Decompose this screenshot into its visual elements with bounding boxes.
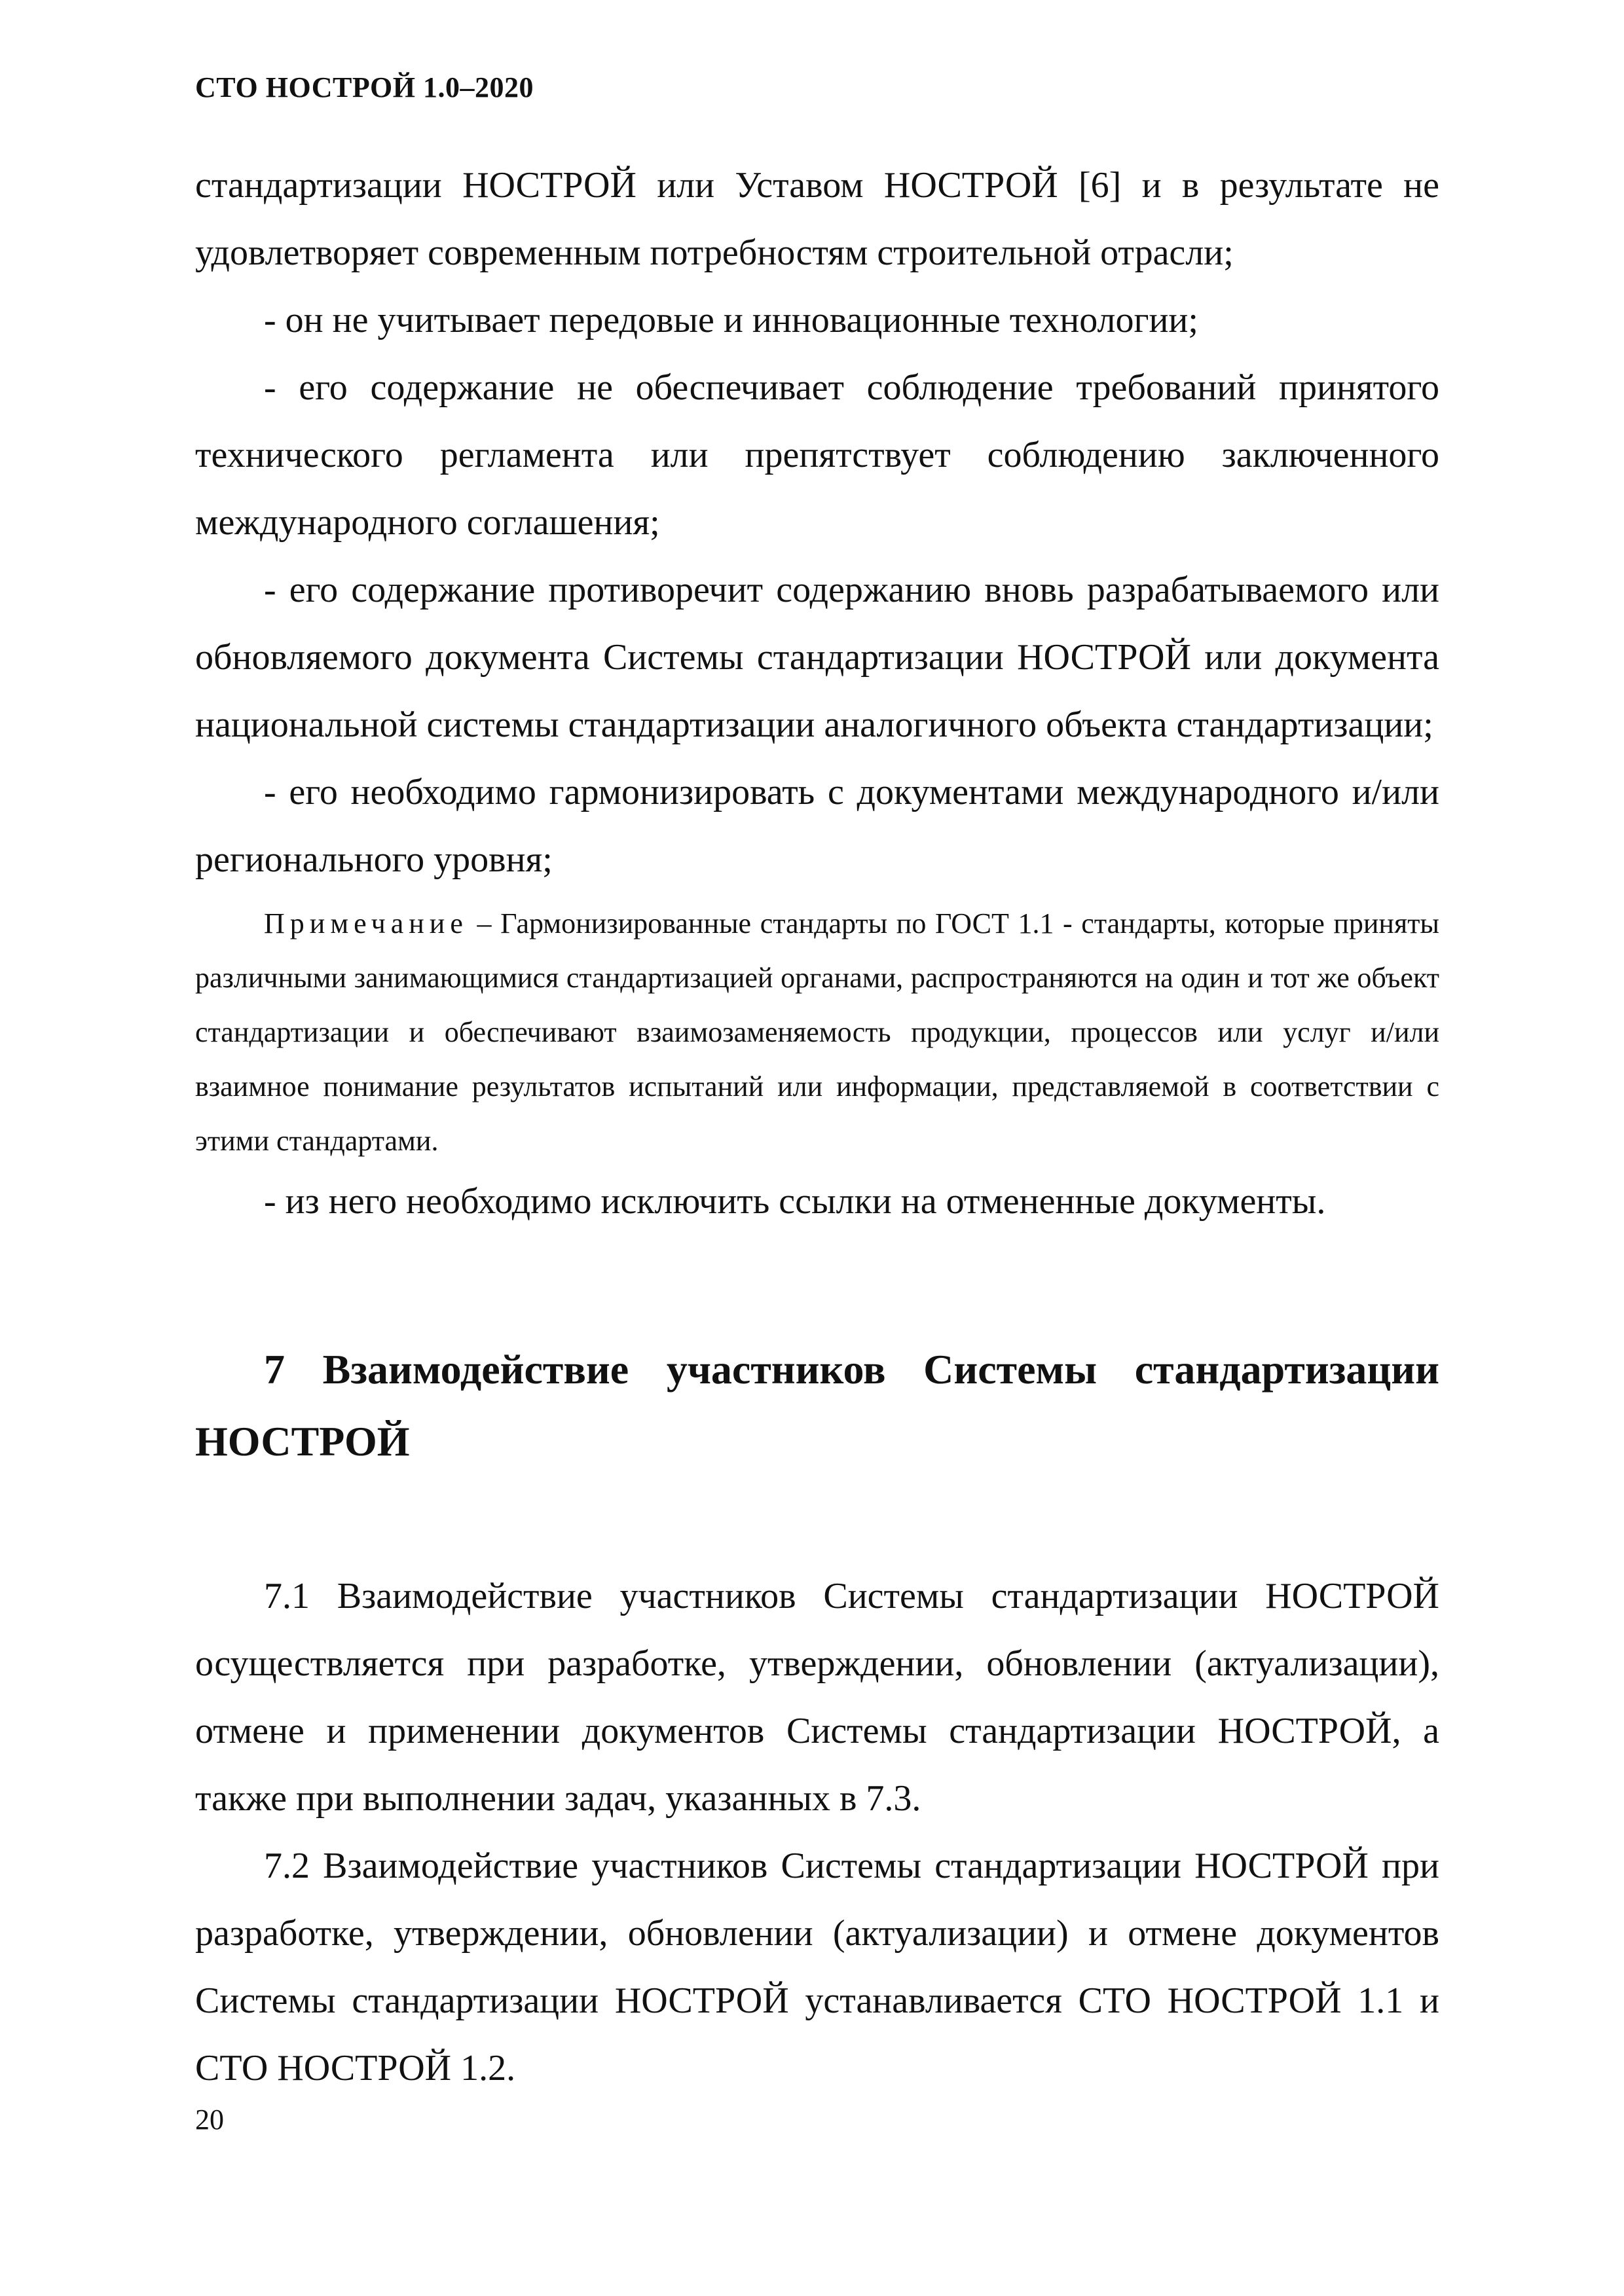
note-text: – Гармонизированные стандарты по ГОСТ 1.1 - стандарты, которые приняты различными занимающимися стандартизацией органами, распространяются на один и тот же объект стандартизации и обеспечивают взаимозаменяемость продукции, процессов или услуг и/или взаимное понимание результатов испытаний или информации, представляемой в соответствии с этими стандартами. [195, 907, 1439, 1157]
list-item: - его необходимо гармонизировать с документами международного и/или регионального уровня; [195, 772, 1439, 880]
page-number: 20 [195, 2104, 224, 2136]
section-item: 7.1 Взаимодействие участников Системы стандартизации НОСТРОЙ осуществляется при разработке, утверждении, обновлении (актуализации), отмене и применении документов Системы стандартизации НОСТРОЙ, а также при выполнении задач, указанных в 7.3. [195, 1576, 1439, 1819]
section-heading: 7 Взаимодействие участников Системы стандартизации НОСТРОЙ [195, 1346, 1439, 1465]
section-item: 7.2 Взаимодействие участников Системы стандартизации НОСТРОЙ при разработке, утверждении, обновлении (актуализации) и отмене документов Системы стандартизации НОСТРОЙ устанавливается СТО НОСТРОЙ 1.1 и СТО НОСТРОЙ 1.2. [195, 1846, 1439, 2088]
note-block [195, 896, 1439, 1168]
running-header: СТО НОСТРОЙ 1.0–2020 [195, 71, 534, 103]
list-item: - его содержание противоречит содержанию вновь разрабатываемого или обновляемого документа Системы стандартизации НОСТРОЙ или документа национальной системы стандартизации аналогичного объекта стандартизации; [195, 570, 1439, 745]
list-item: - из него необходимо исключить ссылки на отмененные документы. [264, 1181, 1326, 1222]
spacer [195, 1478, 1439, 1563]
note-label: Примечание [264, 907, 468, 939]
page-body [195, 152, 1439, 2102]
list-item: - его содержание не обеспечивает соблюдение требований принятого технического регламента или препятствует соблюдению заключенного международного соглашения; [195, 367, 1439, 543]
paragraph-continuation: стандартизации НОСТРОЙ или Уставом НОСТРОЙ [6] и в результате не удовлетворяет современным потребностям строительной отрасли; [195, 165, 1439, 273]
list-item: - он не учитывает передовые и инновационные технологии; [264, 300, 1198, 340]
